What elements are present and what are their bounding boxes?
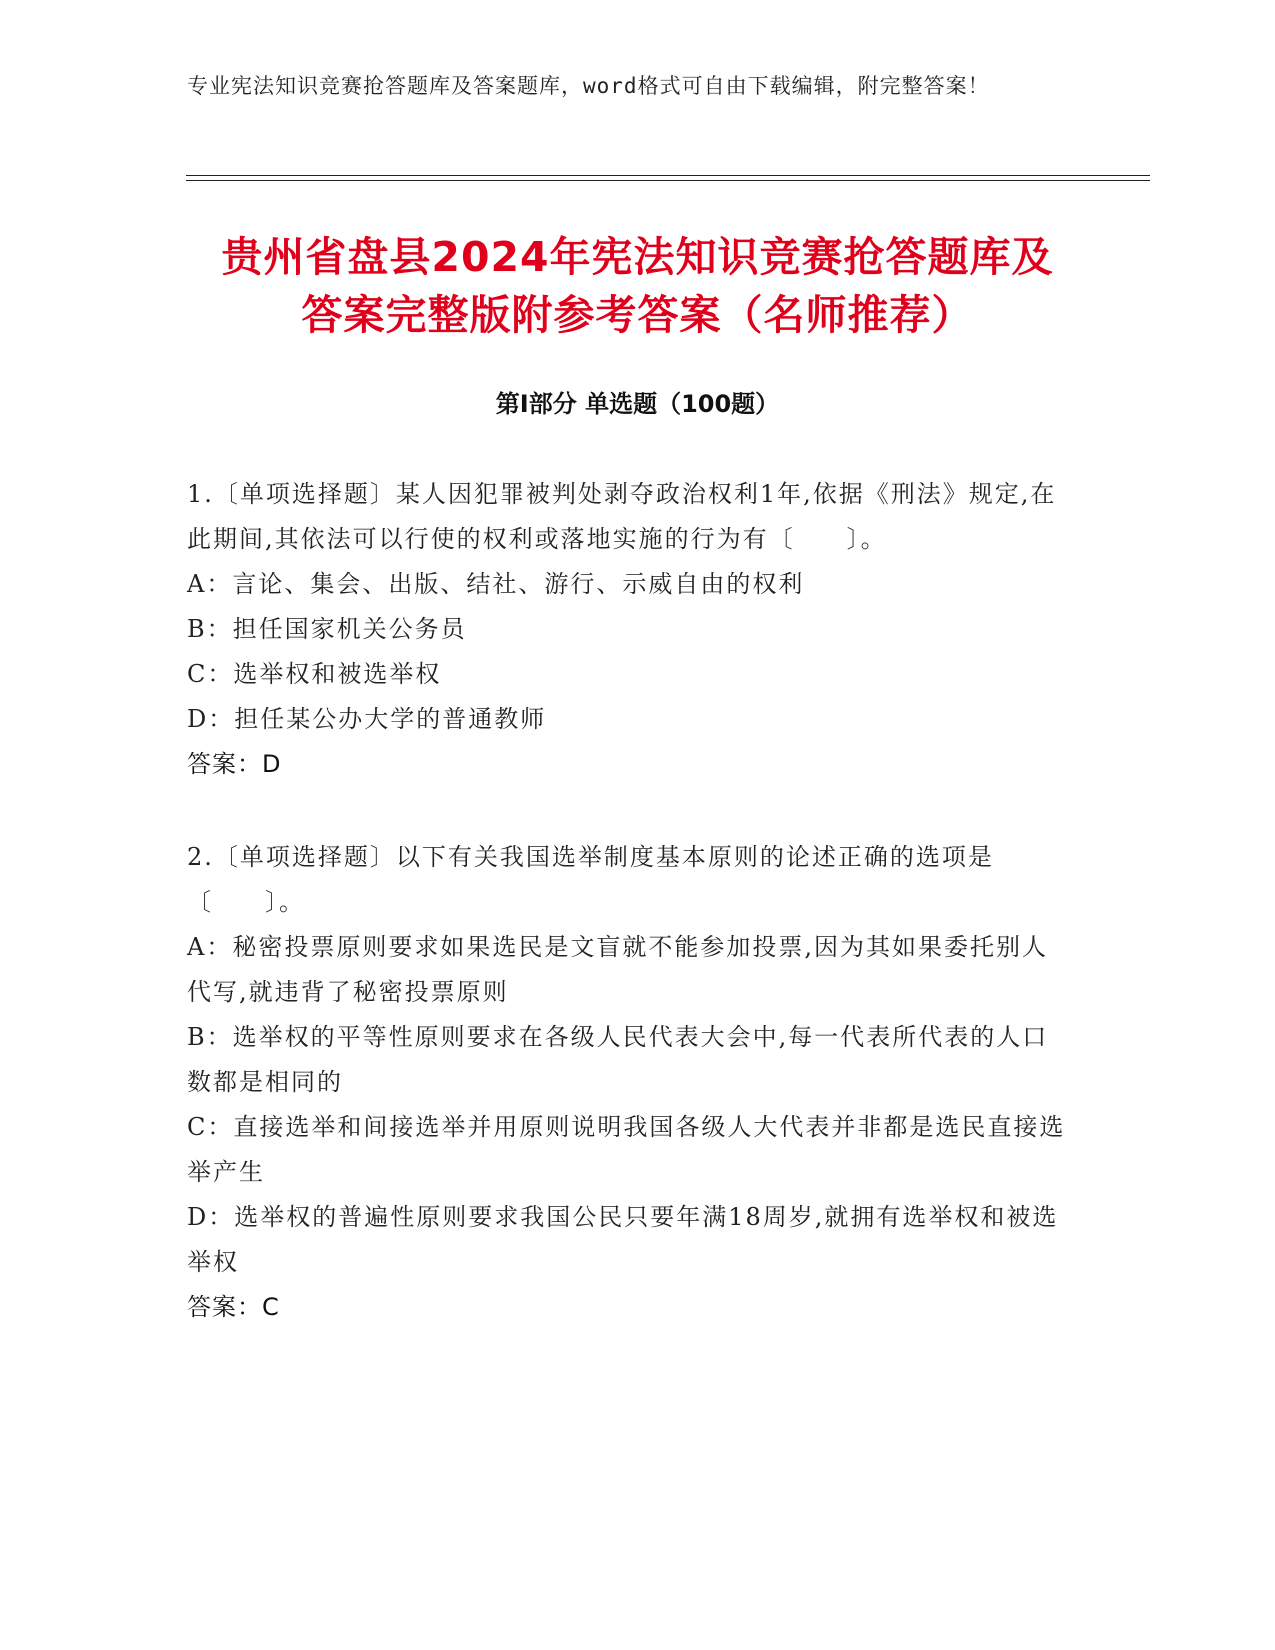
answer: 答案：D xyxy=(187,750,282,778)
option-d: D：选举权的普遍性原则要求我国公民只要年满18周岁,就拥有选举权和被选举权 xyxy=(187,1203,1059,1276)
question-stem: 2.〔单项选择题〕以下有关我国选举制度基本原则的论述正确的选项是〔 〕。 xyxy=(187,843,994,916)
header-rule-top xyxy=(186,175,1150,176)
option-d: D：担任某公办大学的普通教师 xyxy=(187,705,547,733)
answer: 答案：C xyxy=(187,1293,280,1321)
question-2 xyxy=(187,835,1067,1330)
option-b: B：选举权的平等性原则要求在各级人民代表大会中,每一代表所代表的人口数都是相同的 xyxy=(187,1023,1049,1096)
question-stem: 1.〔单项选择题〕某人因犯罪被判处剥夺政治权利1年,依据《刑法》规定,在此期间,其依法可以行使的权利或落地实施的行为有〔 〕。 xyxy=(187,480,1057,553)
title-line-1: 贵州省盘县2024年宪法知识竞赛抢答题库及 xyxy=(221,233,1054,281)
title-line-2: 答案完整版附参考答案（名师推荐） xyxy=(301,291,974,339)
header-note: 专业宪法知识竞赛抢答题库及答案题库，word格式可自由下载编辑，附完整答案！ xyxy=(187,74,990,98)
question-1 xyxy=(187,472,1067,787)
option-c: C：直接选举和间接选举并用原则说明我国各级人大代表并非都是选民直接选举产生 xyxy=(187,1113,1066,1186)
option-a: A：秘密投票原则要求如果选民是文盲就不能参加投票,因为其如果委托别人代写,就违背了秘密投票原则 xyxy=(187,933,1048,1006)
option-a: A：言论、集会、出版、结社、游行、示威自由的权利 xyxy=(187,570,805,598)
option-c: C：选举权和被选举权 xyxy=(187,660,442,688)
header-rule-bottom xyxy=(186,180,1150,181)
document-title xyxy=(150,228,1125,344)
section-title: 第Ⅰ部分 单选题（100题） xyxy=(495,390,780,418)
option-b: B：担任国家机关公务员 xyxy=(187,615,467,643)
